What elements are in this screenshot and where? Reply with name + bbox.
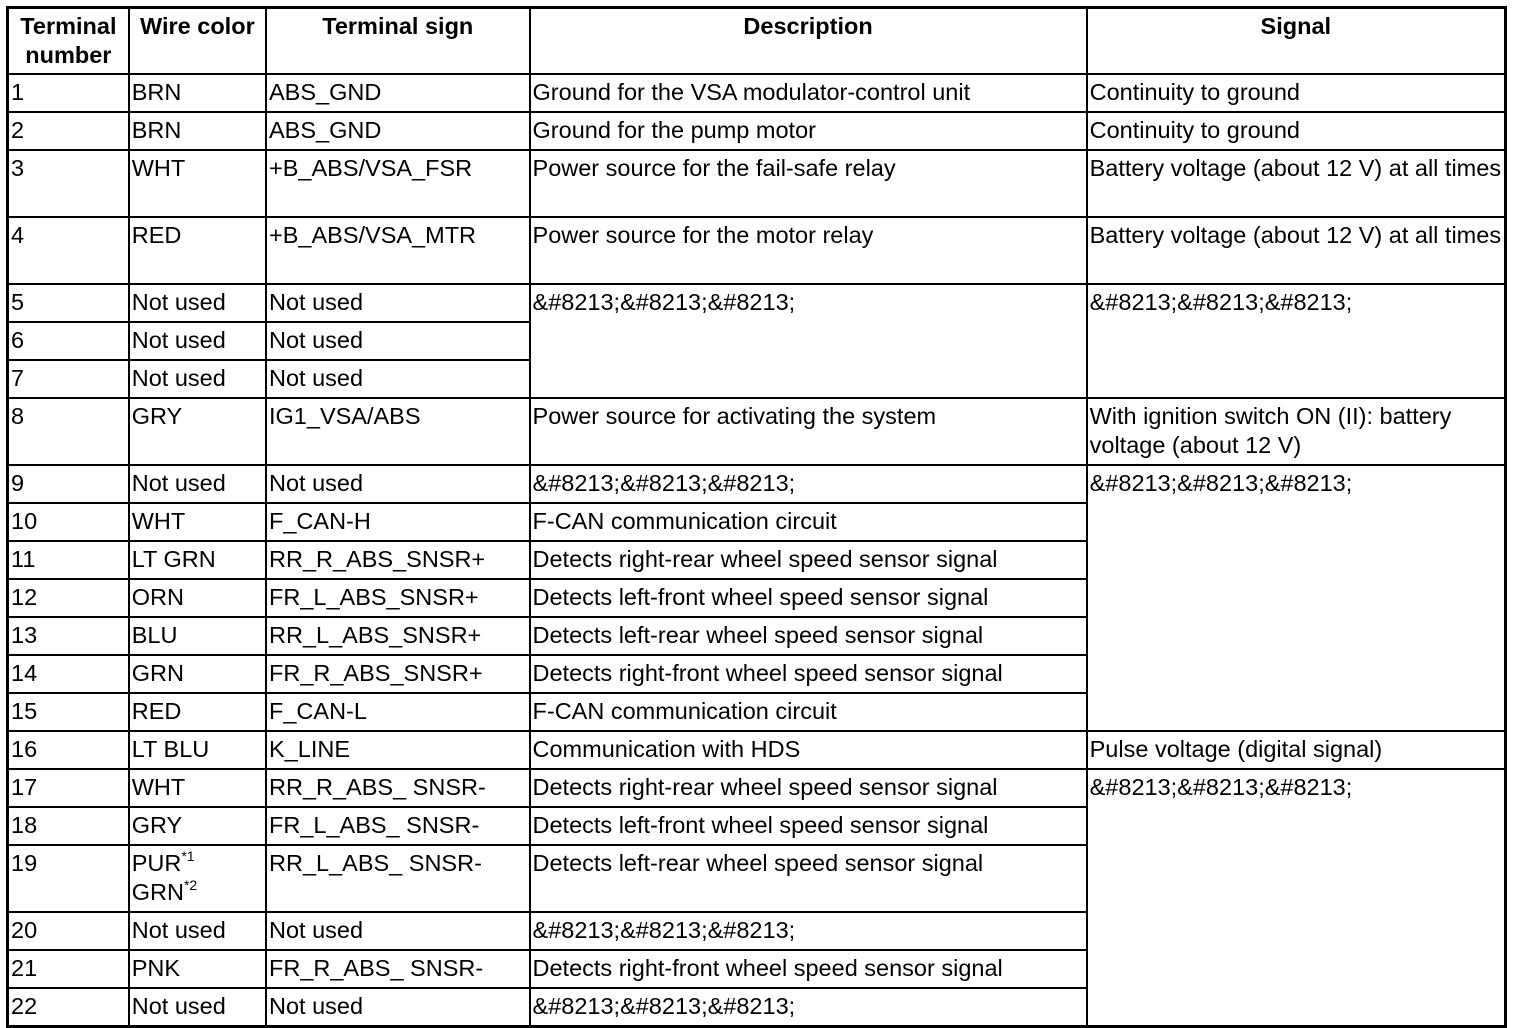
terminal-number: 18: [8, 807, 129, 845]
header-terminal-sign: Terminal sign: [266, 8, 530, 74]
signal: Pulse voltage (digital signal): [1087, 731, 1506, 769]
description: Detects left-front wheel speed sensor signal: [530, 579, 1087, 617]
header-wire-color: Wire color: [129, 8, 266, 74]
terminal-sign: FR_R_ABS_ SNSR-: [266, 950, 530, 988]
terminal-number: 20: [8, 912, 129, 950]
wire-color: LT GRN: [129, 541, 266, 579]
table-row: [8, 731, 1506, 769]
terminal-sign: ABS_GND: [266, 74, 530, 112]
description: Power source for activating the system: [530, 398, 1087, 465]
description: F-CAN communication circuit: [530, 503, 1087, 541]
terminal-sign: +B_ABS/VSA_MTR: [266, 217, 530, 284]
terminal-number: 4: [8, 217, 129, 284]
terminal-number: 10: [8, 503, 129, 541]
terminal-sign: FR_L_ABS_ SNSR-: [266, 807, 530, 845]
terminal-number: 15: [8, 693, 129, 731]
wire-color: Not used: [129, 465, 266, 503]
terminal-table: [6, 6, 1507, 1028]
terminal-number: 1: [8, 74, 129, 112]
signal: Continuity to ground: [1087, 74, 1506, 112]
terminal-number: 12: [8, 579, 129, 617]
terminal-sign: K_LINE: [266, 731, 530, 769]
terminal-number: 21: [8, 950, 129, 988]
signal: &#8213;&#8213;&#8213;: [1087, 769, 1506, 1027]
terminal-sign: +B_ABS/VSA_FSR: [266, 150, 530, 217]
terminal-sign: F_CAN-L: [266, 693, 530, 731]
terminal-number: 19: [8, 845, 129, 912]
signal: Battery voltage (about 12 V) at all times: [1087, 217, 1506, 284]
description: Detects left-front wheel speed sensor signal: [530, 807, 1087, 845]
table-row: [8, 465, 1506, 503]
terminal-sign: FR_L_ABS_SNSR+: [266, 579, 530, 617]
wire-color: GRY: [129, 398, 266, 465]
wire-color-variant: PUR: [131, 849, 182, 876]
footnote-mark: *1: [181, 847, 195, 864]
wire-color: WHT: [129, 503, 266, 541]
terminal-number: 22: [8, 988, 129, 1027]
table-row: [8, 284, 1506, 322]
description: Power source for the fail-safe relay: [530, 150, 1087, 217]
wire-color: Not used: [129, 988, 266, 1027]
terminal-number: 16: [8, 731, 129, 769]
description: Ground for the pump motor: [530, 112, 1087, 150]
table-row: [8, 769, 1506, 807]
wire-color: [129, 845, 266, 912]
signal: &#8213;&#8213;&#8213;: [1087, 284, 1506, 398]
wire-color: Not used: [129, 322, 266, 360]
wire-color-variant: GRN: [131, 878, 184, 905]
wire-color: Not used: [129, 912, 266, 950]
terminal-sign: Not used: [266, 988, 530, 1027]
signal: Continuity to ground: [1087, 112, 1506, 150]
wire-color: GRY: [129, 807, 266, 845]
terminal-sign: Not used: [266, 465, 530, 503]
signal: Battery voltage (about 12 V) at all times: [1087, 150, 1506, 217]
description: &#8213;&#8213;&#8213;: [530, 912, 1087, 950]
wire-color: WHT: [129, 769, 266, 807]
description: &#8213;&#8213;&#8213;: [530, 988, 1087, 1027]
wire-color: BLU: [129, 617, 266, 655]
description: Detects right-front wheel speed sensor signal: [530, 655, 1087, 693]
wire-color: RED: [129, 217, 266, 284]
wire-color: BRN: [129, 112, 266, 150]
description: Detects right-rear wheel speed sensor signal: [530, 541, 1087, 579]
header-signal: Signal: [1087, 8, 1506, 74]
terminal-number: 7: [8, 360, 129, 398]
terminal-sign: RR_R_ABS_ SNSR-: [266, 769, 530, 807]
terminal-number: 3: [8, 150, 129, 217]
terminal-sign: FR_R_ABS_SNSR+: [266, 655, 530, 693]
terminal-sign: IG1_VSA/ABS: [266, 398, 530, 465]
description: Detects left-rear wheel speed sensor signal: [530, 617, 1087, 655]
table-row: [8, 150, 1506, 217]
terminal-sign: RR_L_ABS_SNSR+: [266, 617, 530, 655]
signal: &#8213;&#8213;&#8213;: [1087, 465, 1506, 731]
terminal-sign: RR_R_ABS_SNSR+: [266, 541, 530, 579]
footnote-mark: *2: [183, 876, 198, 893]
table-row: [8, 398, 1506, 465]
description: &#8213;&#8213;&#8213;: [530, 465, 1087, 503]
wire-color: GRN: [129, 655, 266, 693]
description: F-CAN communication circuit: [530, 693, 1087, 731]
terminal-number: 6: [8, 322, 129, 360]
description: &#8213;&#8213;&#8213;: [530, 284, 1087, 398]
description: Communication with HDS: [530, 731, 1087, 769]
description: Detects right-front wheel speed sensor signal: [530, 950, 1087, 988]
description: Ground for the VSA modulator-control unit: [530, 74, 1087, 112]
terminal-number: 13: [8, 617, 129, 655]
wire-color: PNK: [129, 950, 266, 988]
terminal-number: 9: [8, 465, 129, 503]
terminal-sign: Not used: [266, 360, 530, 398]
header-row: [8, 8, 1506, 74]
terminal-number: 2: [8, 112, 129, 150]
terminal-sign: Not used: [266, 284, 530, 322]
wire-color: Not used: [129, 284, 266, 322]
terminal-sign: Not used: [266, 322, 530, 360]
table-row: [8, 74, 1506, 112]
terminal-number: 14: [8, 655, 129, 693]
wire-color: RED: [129, 693, 266, 731]
wire-color: Not used: [129, 360, 266, 398]
terminal-number: 5: [8, 284, 129, 322]
table-row: [8, 112, 1506, 150]
terminal-sign: ABS_GND: [266, 112, 530, 150]
description: Detects right-rear wheel speed sensor signal: [530, 769, 1087, 807]
table-row: [8, 217, 1506, 284]
signal: With ignition switch ON (II): battery voltage (about 12 V): [1087, 398, 1506, 465]
terminal-number: 17: [8, 769, 129, 807]
terminal-sign: RR_L_ABS_ SNSR-: [266, 845, 530, 912]
terminal-number: 8: [8, 398, 129, 465]
header-terminal-number: Terminal number: [8, 8, 129, 74]
description: Detects left-rear wheel speed sensor signal: [530, 845, 1087, 912]
wire-color: LT BLU: [129, 731, 266, 769]
header-description: Description: [530, 8, 1087, 74]
wire-color: BRN: [129, 74, 266, 112]
wire-color: ORN: [129, 579, 266, 617]
terminal-number: 11: [8, 541, 129, 579]
description: Power source for the motor relay: [530, 217, 1087, 284]
terminal-sign: Not used: [266, 912, 530, 950]
wire-color: WHT: [129, 150, 266, 217]
terminal-sign: F_CAN-H: [266, 503, 530, 541]
